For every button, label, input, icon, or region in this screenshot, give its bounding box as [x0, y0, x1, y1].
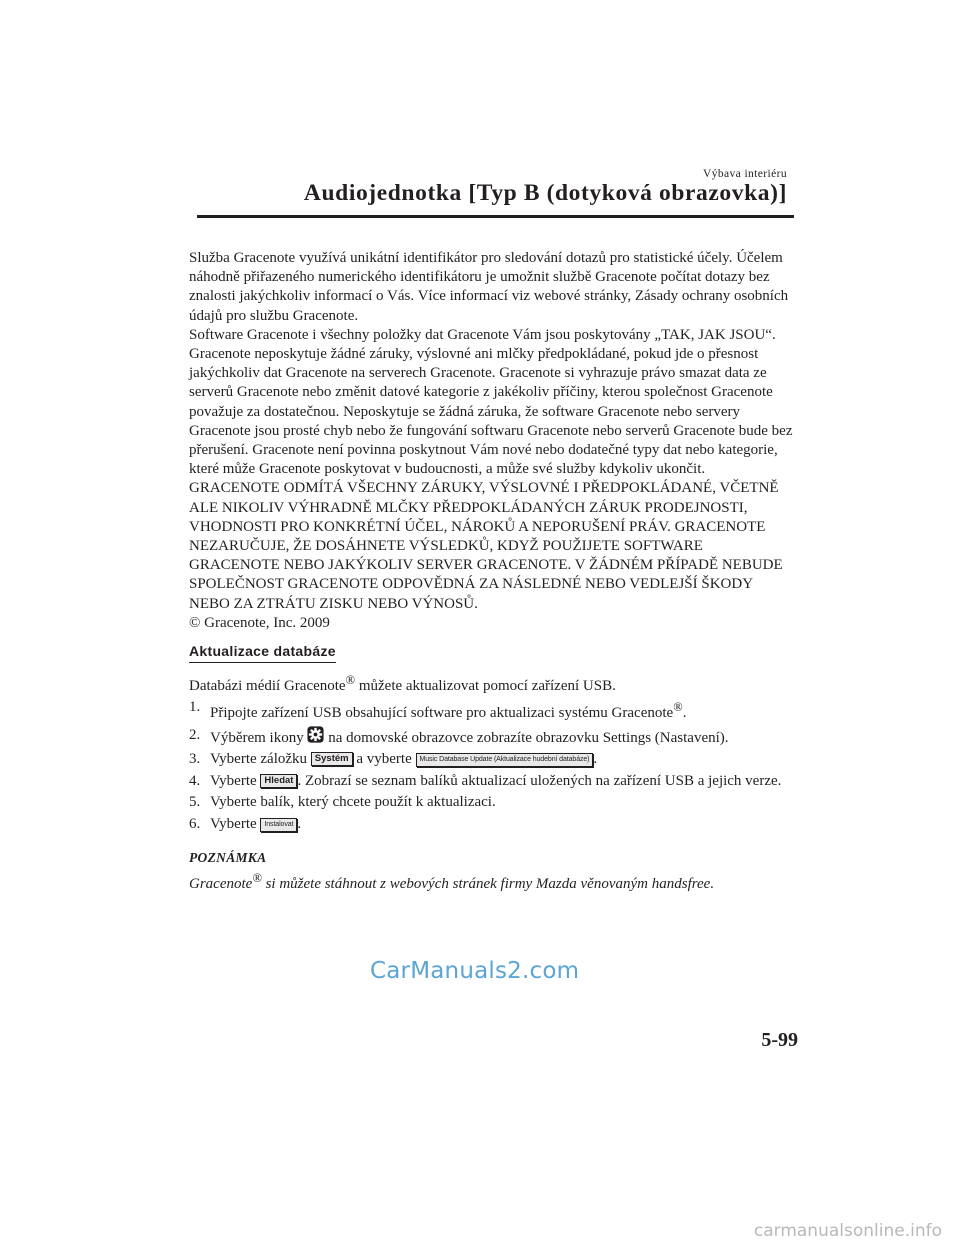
list-item: 2. Výběrem ikony na domovské obrazovce zobrazíte obrazovku Settings (Nastavení).: [189, 726, 729, 746]
header-rule: [197, 215, 794, 218]
page-title: Audiojednotka [Typ B (dotyková obrazovka)]: [303, 180, 787, 206]
paragraph-no-warranty: Gracenote neposkytuje žádné záruky, výslovné ani mlčky předpokládané, pokud jde o přesnost jakýchkoliv dat Gracenote na serverech Gracenote. Gracenote si vyhrazuje právo smazat data ze serverů Gracenote nebo změnit datové kategorie z jakékoliv příčiny, kterou společnost Gracenote považuje za dostatečnou. Neposkytuje se žádná záruka, že software Gracenote nebo servery Gracenote jsou prosté chyb nebo že fungování softwaru Gracenote nebo serverů Gracenote bude bez přerušení. Gracenote není povinna poskytnout Vám nové nebo dodatečné typy dat nebo kategorie, které může Gracenote poskytovat v budoucnosti, a může své služby kdykoliv ukončit.: [189, 346, 793, 478]
header-section-label: Výbava interiéru: [703, 168, 787, 180]
main-content: [189, 249, 794, 894]
music-database-update-button: Music Database Update (Aktualizace hudební databáze): [416, 753, 594, 767]
list-item: 4. Vyberte Hledat . Zobrazí se seznam balíků aktualizací uložených na zařízení USB a jejich verze.: [189, 772, 782, 789]
page-number: 5-99: [761, 1029, 798, 1051]
copyright-line: © Gracenote, Inc. 2009: [189, 614, 330, 631]
paragraph-as-is: Software Gracenote i všechny položky dat Gracenote Vám jsou poskytovány „TAK, JAK JSOU“.: [189, 326, 776, 343]
list-item: 3. Vyberte záložku Systém a vyberte Music Database Update (Aktualizace hudební databáze) .: [189, 751, 598, 768]
update-steps-list: [189, 698, 794, 834]
system-tab-button: Systém: [311, 752, 353, 766]
watermark-logo: CarManuals2.com: [370, 958, 580, 984]
footer-site-watermark: carmanualsonline.info: [753, 1221, 942, 1241]
note-title: POZNÁMKA: [189, 850, 267, 866]
paragraph-disclaimer: GRACENOTE ODMÍTÁ VŠECHNY ZÁRUKY, VÝSLOVNÉ I PŘEDPOKLÁDANÉ, VČETNĚ ALE NIKOLIV VÝHRADNĚ MLČKY PŘEDPOKLÁDANÝCH ZÁRUK PRODEJNOSTI, VHODNOSTI PRO KONKRÉTNÍ ÚČEL, NÁROKŮ A NEPORUŠENÍ PRÁV. GRACENOTE NEZARUČUJE, ŽE DOSÁHNETE VÝSLEDKŮ, KDYŽ POUŽIJETE SOFTWARE GRACENOTE NEBO JAKÝKOLIV SERVER GRACENOTE. V ŽÁDNÉM PŘÍPADĚ NEBUDE SPOLEČNOST GRACENOTE ODPOVĚDNÁ ZA NÁSLEDNÉ NEBO VEDLEJŠÍ ŠKODY NEBO ZA ZTRÁTU ZISKU NEBO VÝNOSŮ.: [189, 480, 783, 612]
list-item: 1. Připojte zařízení USB obsahující software pro aktualizaci systému Gracenote®.: [189, 699, 687, 722]
install-button: Instalovat: [260, 818, 297, 832]
update-intro: Databázi médií Gracenote® můžete aktualizovat pomocí zařízení USB.: [189, 673, 616, 695]
section-heading-database-update: Aktualizace databáze: [189, 642, 336, 663]
gear-icon: [307, 726, 324, 743]
list-item: 6. Vyberte Instalovat .: [189, 815, 302, 832]
list-item: 5. Vyberte balík, který chcete použít k aktualizaci.: [189, 794, 496, 811]
note-text: Gracenote® si můžete stáhnout z webových stránek firmy Mazda věnovaným handsfree.: [189, 870, 715, 892]
search-button: Hledat: [260, 774, 297, 788]
paragraph-service-id: Služba Gracenote využívá unikátní identifikátor pro sledování dotazů pro statistické účely. Účelem náhodně přiřazeného numerického identifikátoru je umožnit službě Gracenote počítat dotazy bez znalosti jakýchkoliv informací o Vás. Více informací viz webové stránky, Zásady ochrany osobních údajů pro službu Gracenote.: [189, 250, 789, 324]
